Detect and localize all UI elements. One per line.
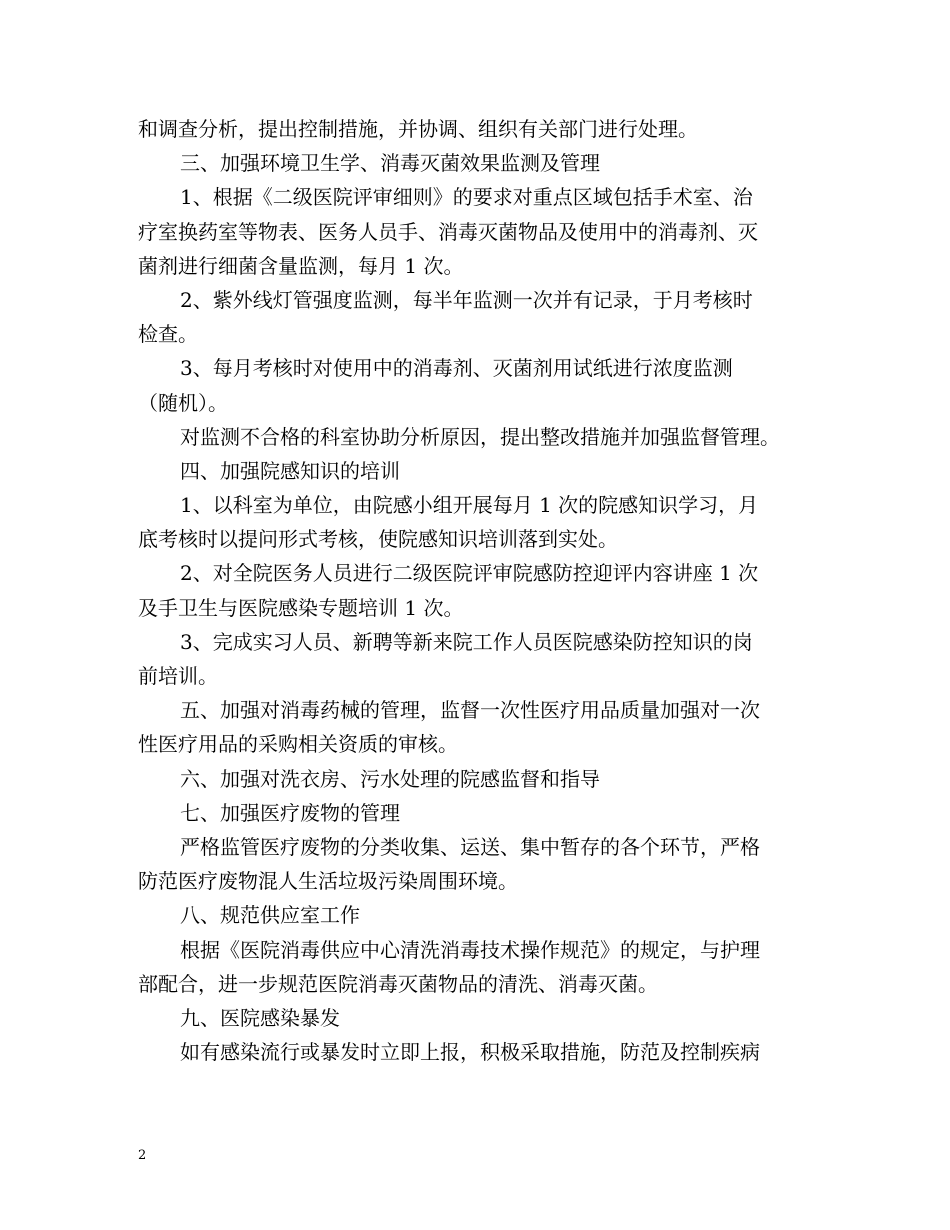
text-line: 2、紫外线灯管强度监测，每半年监测一次并有记录，于月考核时	[180, 287, 753, 312]
text-line: 1、根据《二级医院评审细则》的要求对重点区域包括手术室、治	[180, 185, 753, 210]
text-line: 八、规范供应室工作	[180, 903, 360, 928]
text-line: 检查。	[138, 322, 198, 347]
text-line: （随机）。	[138, 390, 228, 415]
text-line: 底考核时以提问形式考核，使院感知识培训落到实处。	[138, 527, 618, 552]
page-number: 2	[138, 1148, 147, 1163]
text-line: 根据《医院消毒供应中心清洗消毒技术操作规范》的规定，与护理	[180, 937, 760, 962]
text-line: 3、每月考核时对使用中的消毒剂、灭菌剂用试纸进行浓度监测	[180, 356, 733, 381]
text-line: 严格监管医疗废物的分类收集、运送、集中暂存的各个环节，严格	[180, 834, 760, 859]
text-line: 九、医院感染暴发	[180, 1005, 340, 1030]
text-line: 六、加强对洗衣房、污水处理的院感监督和指导	[180, 766, 600, 791]
text-line: 及手卫生与医院感染专题培训 1 次。	[138, 595, 464, 620]
text-line: 性医疗用品的采购相关资质的审核。	[138, 732, 458, 757]
text-line: 菌剂进行细菌含量监测，每月 1 次。	[138, 253, 464, 278]
text-line: 七、加强医疗废物的管理	[180, 800, 400, 825]
text-line: 如有感染流行或暴发时立即上报，积极采取措施，防范及控制疾病	[180, 1040, 760, 1065]
text-line: 对监测不合格的科室协助分析原因，提出整改措施并加强监督管理。	[180, 424, 780, 449]
text-line: 三、加强环境卫生学、消毒灭菌效果监测及管理	[180, 151, 600, 176]
document-body	[138, 112, 818, 1069]
text-line: 1、以科室为单位，由院感小组开展每月 1 次的院感知识学习，月	[180, 493, 759, 518]
text-line: 部配合，进一步规范医院消毒灭菌物品的清洗、消毒灭菌。	[138, 971, 658, 996]
text-line: 四、加强院感知识的培训	[180, 458, 400, 483]
text-line: 和调查分析，提出控制措施，并协调、组织有关部门进行处理。	[138, 117, 698, 141]
text-line: 疗室换药室等物表、医务人员手、消毒灭菌物品及使用中的消毒剂、灭	[138, 219, 758, 244]
text-line: 防范医疗废物混人生活垃圾污染周围环境。	[138, 869, 518, 894]
text-line: 前培训。	[138, 664, 218, 688]
text-line: 五、加强对消毒药械的管理，监督一次性医疗用品质量加强对一次	[180, 698, 760, 723]
text-line: 2、对全院医务人员进行二级医院评审院感防控迎评内容讲座 1 次	[180, 561, 759, 586]
text-line: 3、完成实习人员、新聘等新来院工作人员医院感染防控知识的岗	[180, 629, 753, 654]
